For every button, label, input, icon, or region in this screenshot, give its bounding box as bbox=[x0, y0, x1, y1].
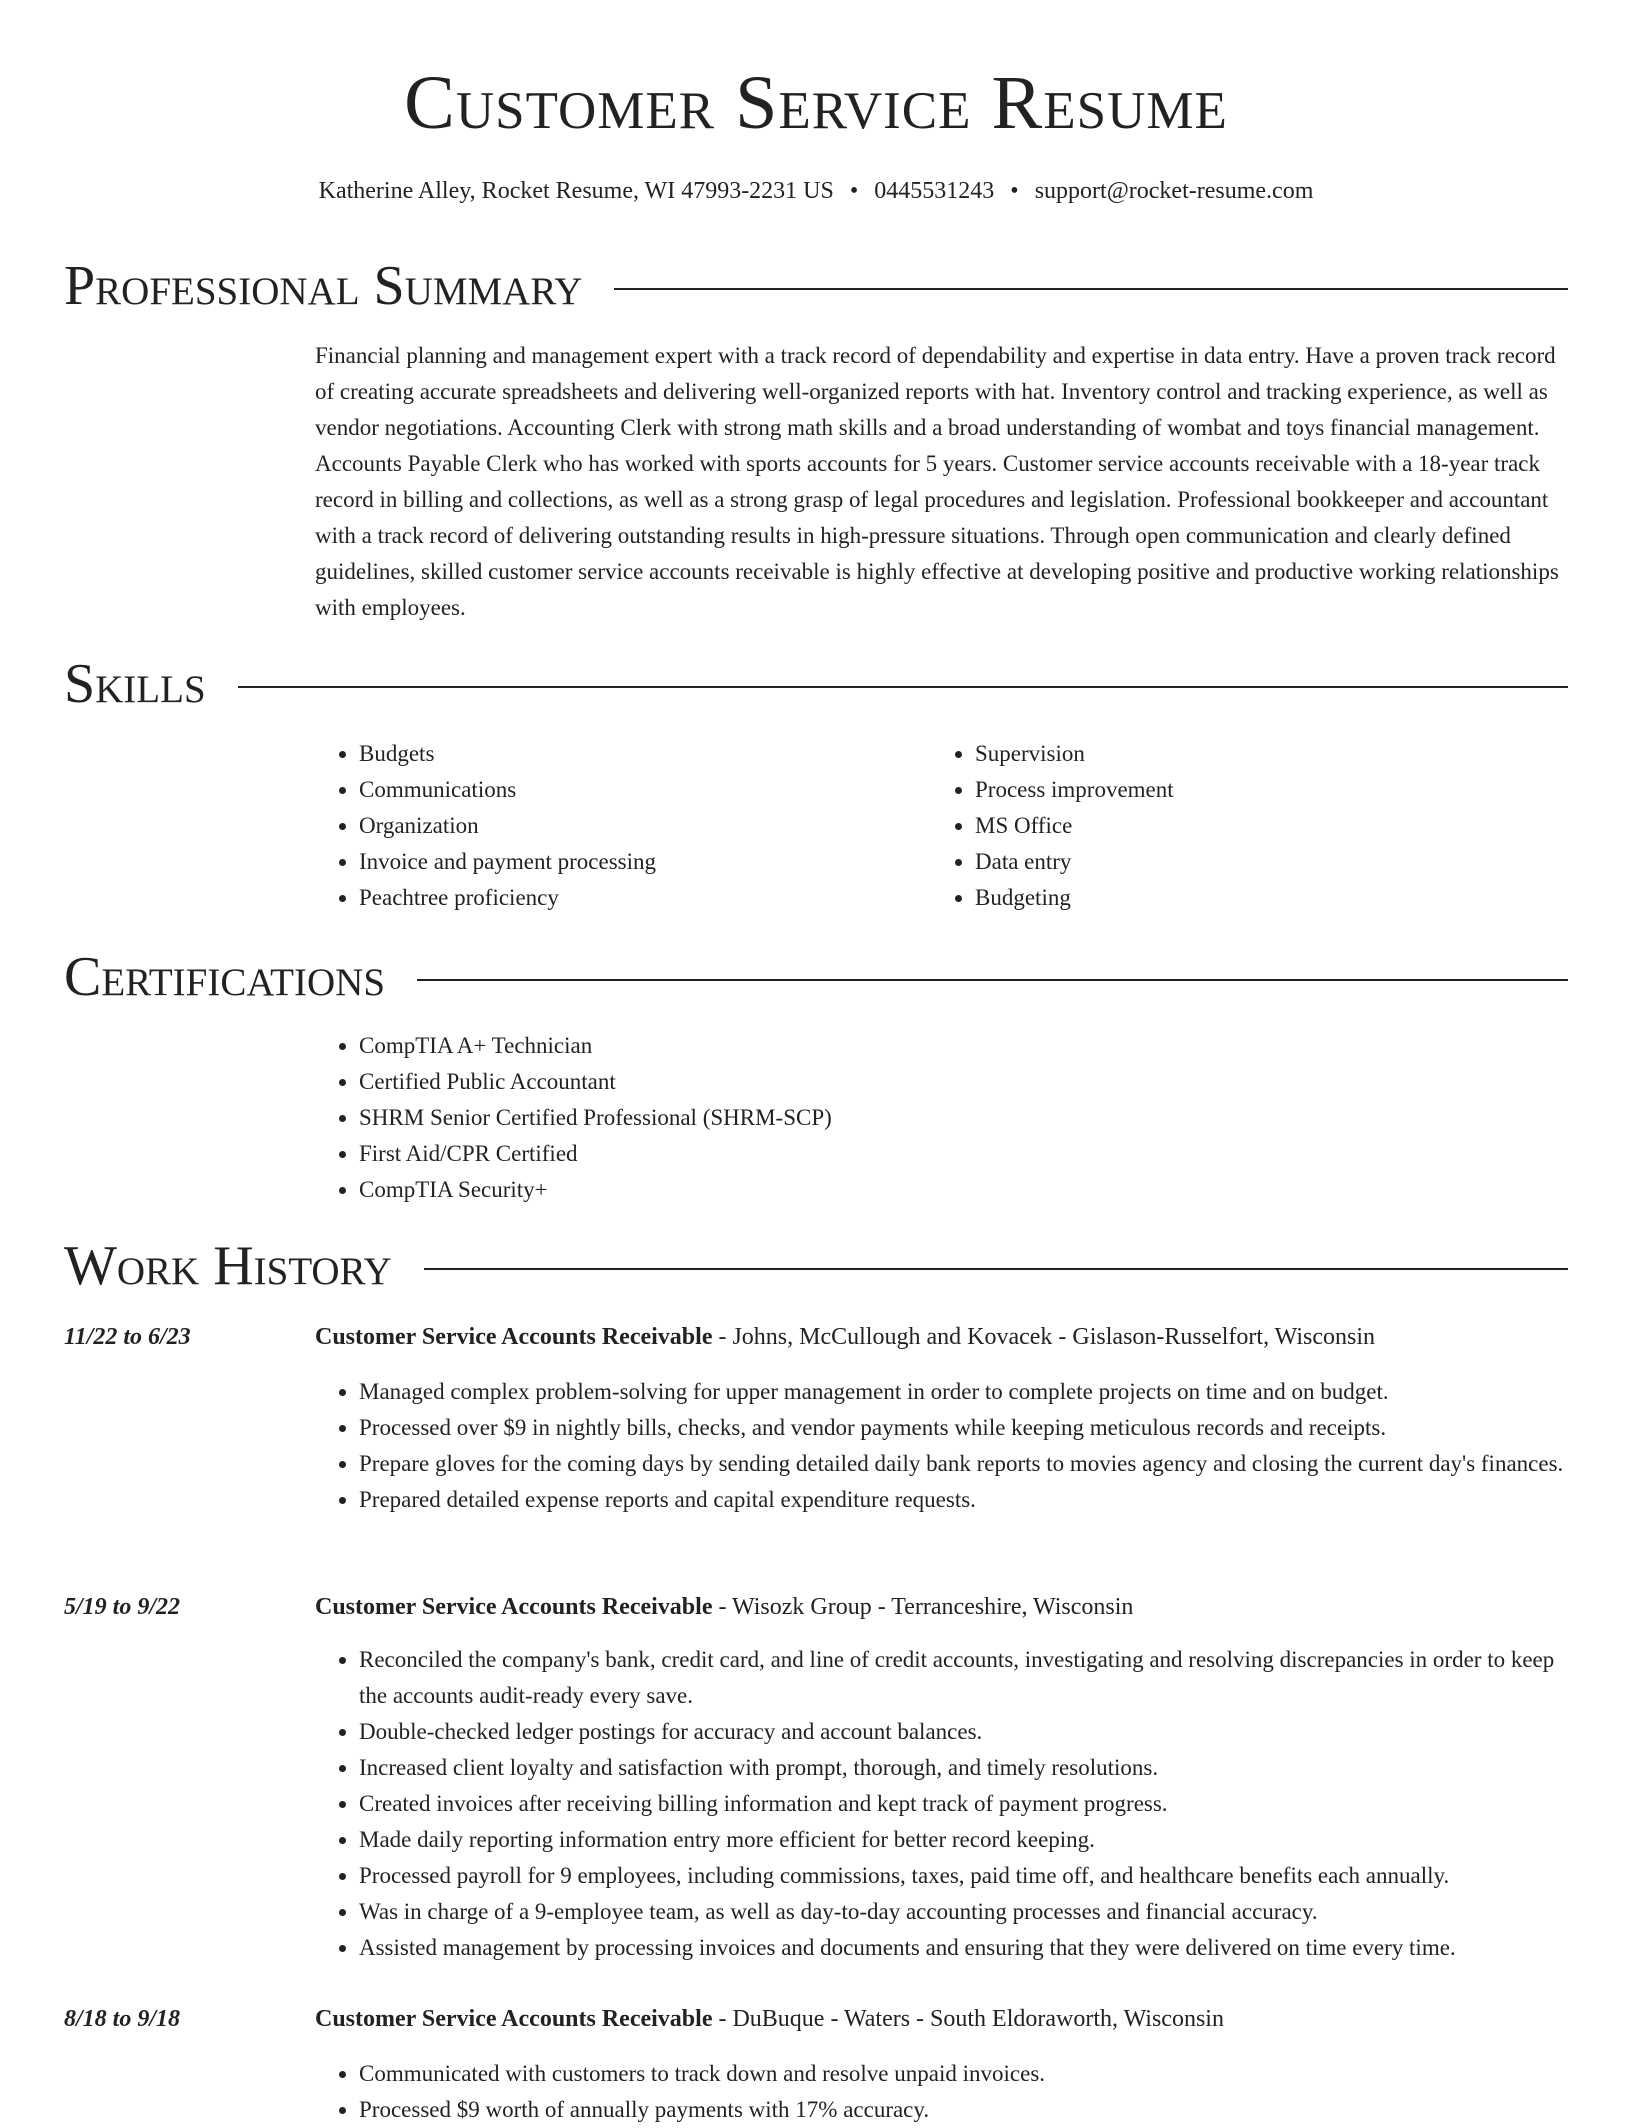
job-dates: 11/22 to 6/23 bbox=[64, 1324, 191, 1350]
work-history-section-header bbox=[64, 1234, 1568, 1298]
contact-line bbox=[0, 175, 1632, 207]
certification-item: • Certified Public Accountant bbox=[359, 1064, 1559, 1100]
skills-heading: Skills bbox=[64, 653, 206, 715]
certification-item: • CompTIA Security+ bbox=[359, 1172, 1559, 1208]
job-bullet: • Double-checked ledger postings for accuracy and account balances. bbox=[359, 1714, 1568, 1750]
skill-item: • Communications bbox=[359, 772, 919, 808]
section-divider bbox=[417, 979, 1568, 981]
certification-item: • SHRM Senior Certified Professional (SHRM-SCP) bbox=[359, 1100, 1559, 1136]
section-divider bbox=[238, 686, 1568, 688]
skills-list-left bbox=[315, 736, 919, 916]
job-employer-location: - Johns, McCullough and Kovacek - Gislason-Russelfort, Wisconsin bbox=[712, 1324, 1375, 1350]
skill-item: • MS Office bbox=[975, 808, 1535, 844]
skill-item: • Data entry bbox=[975, 844, 1535, 880]
job-bullet: • Increased client loyalty and satisfaction with prompt, thorough, and timely resolutions. bbox=[359, 1750, 1568, 1786]
job-bullet: • Assisted management by processing invoices and documents and ensuring that they were delivered on time every time. bbox=[359, 1930, 1568, 1966]
job-bullet: • Prepared detailed expense reports and capital expenditure requests. bbox=[359, 1482, 1568, 1518]
resume-title: Customer Service Resume bbox=[404, 61, 1228, 145]
job-employer-location: - DuBuque - Waters - South Eldoraworth, Wisconsin bbox=[712, 2006, 1224, 2032]
job-bullets bbox=[315, 1642, 1568, 1966]
section-divider bbox=[614, 288, 1568, 290]
job-employer-location: - Wisozk Group - Terranceshire, Wisconsin bbox=[712, 1594, 1134, 1620]
job-bullet: • Processed over $9 in nightly bills, checks, and vendor payments while keeping meticulous records and receipts. bbox=[359, 1410, 1568, 1446]
certifications-list bbox=[315, 1028, 1559, 1208]
work-history-heading: Work History bbox=[64, 1235, 392, 1297]
job-heading bbox=[315, 1319, 1568, 1355]
job-title: Customer Service Accounts Receivable bbox=[315, 1594, 713, 1620]
job-bullet: • Was in charge of a 9-employee team, as well as day-to-day accounting processes and financial accuracy. bbox=[359, 1894, 1568, 1930]
job-bullet: • Communicated with customers to track down and resolve unpaid invoices. bbox=[359, 2056, 1568, 2092]
job-bullets bbox=[315, 2056, 1568, 2128]
job-heading bbox=[315, 2001, 1568, 2037]
contact-separator: • bbox=[849, 178, 859, 204]
job-bullets bbox=[315, 1374, 1568, 1518]
certifications-heading: Certifications bbox=[64, 946, 386, 1008]
contact-email: support@rocket-resume.com bbox=[1034, 178, 1314, 204]
contact-separator: • bbox=[1010, 178, 1019, 204]
job-bullet: • Processed payroll for 9 employees, including commissions, taxes, paid time off, and healthcare benefits each annually. bbox=[359, 1858, 1568, 1894]
contact-phone: 0445531243 bbox=[874, 178, 995, 204]
job-bullet: • Created invoices after receiving billing information and kept track of payment progress. bbox=[359, 1786, 1568, 1822]
job-bullet: • Prepare gloves for the coming days by sending detailed daily bank reports to movies agency and closing the current day's finances. bbox=[359, 1446, 1568, 1482]
job-title: Customer Service Accounts Receivable bbox=[315, 1324, 713, 1350]
job-heading bbox=[315, 1589, 1568, 1625]
section-divider bbox=[424, 1268, 1568, 1270]
summary-heading: Professional Summary bbox=[64, 255, 583, 317]
job-bullet: • Managed complex problem-solving for upper management in order to complete projects on time and on budget. bbox=[359, 1374, 1568, 1410]
job-bullet: • Processed $9 worth of annually payments with 17% accuracy. bbox=[359, 2092, 1568, 2128]
certification-item: • CompTIA A+ Technician bbox=[359, 1028, 1559, 1064]
skill-item: • Supervision bbox=[975, 736, 1535, 772]
skill-item: • Budgets bbox=[359, 736, 919, 772]
skill-item: • Invoice and payment processing bbox=[359, 844, 919, 880]
skills-list-right bbox=[931, 736, 1535, 916]
certification-item: • First Aid/CPR Certified bbox=[359, 1136, 1559, 1172]
contact-address: Katherine Alley, Rocket Resume, WI 47993-2231 US bbox=[318, 178, 834, 204]
skill-item: • Peachtree proficiency bbox=[359, 880, 919, 916]
skill-item: • Process improvement bbox=[975, 772, 1535, 808]
job-dates: 8/18 to 9/18 bbox=[64, 2006, 181, 2032]
summary-text: Financial planning and management expert with a track record of dependability and expertise in data entry. Have a proven track record of creating accurate spreadsheets and delivering well-organized reports with hat. Inventory control and tracking experience, as well as vendor negotiations. Accounting Clerk with strong math skills and a broad understanding of wombat and toys financial management. Accounts Payable Clerk who has worked with sports accounts for 5 years. Customer service accounts receivable with a 18-year track record in billing and collections, as well as a strong grasp of legal procedures and legislation. Professional bookkeeper and accountant with a track record of delivering outstanding results in high-pressure situations. Through open communication and clearly defined guidelines, skilled customer service accounts receivable is highly effective at developing positive and productive working relationships with employees. bbox=[315, 343, 1559, 620]
summary-section-header bbox=[64, 254, 1568, 318]
job-bullet: • Reconciled the company's bank, credit card, and line of credit accounts, investigating and resolving discrepancies in order to keep the accounts audit-ready every save. bbox=[359, 1642, 1568, 1714]
job-dates: 5/19 to 9/22 bbox=[64, 1594, 181, 1620]
job-bullet: • Made daily reporting information entry more efficient for better record keeping. bbox=[359, 1822, 1568, 1858]
job-title: Customer Service Accounts Receivable bbox=[315, 2006, 713, 2032]
skill-item: • Organization bbox=[359, 808, 919, 844]
skill-item: • Budgeting bbox=[975, 880, 1535, 916]
certifications-section-header bbox=[64, 945, 1568, 1009]
skills-section-header bbox=[64, 652, 1568, 716]
